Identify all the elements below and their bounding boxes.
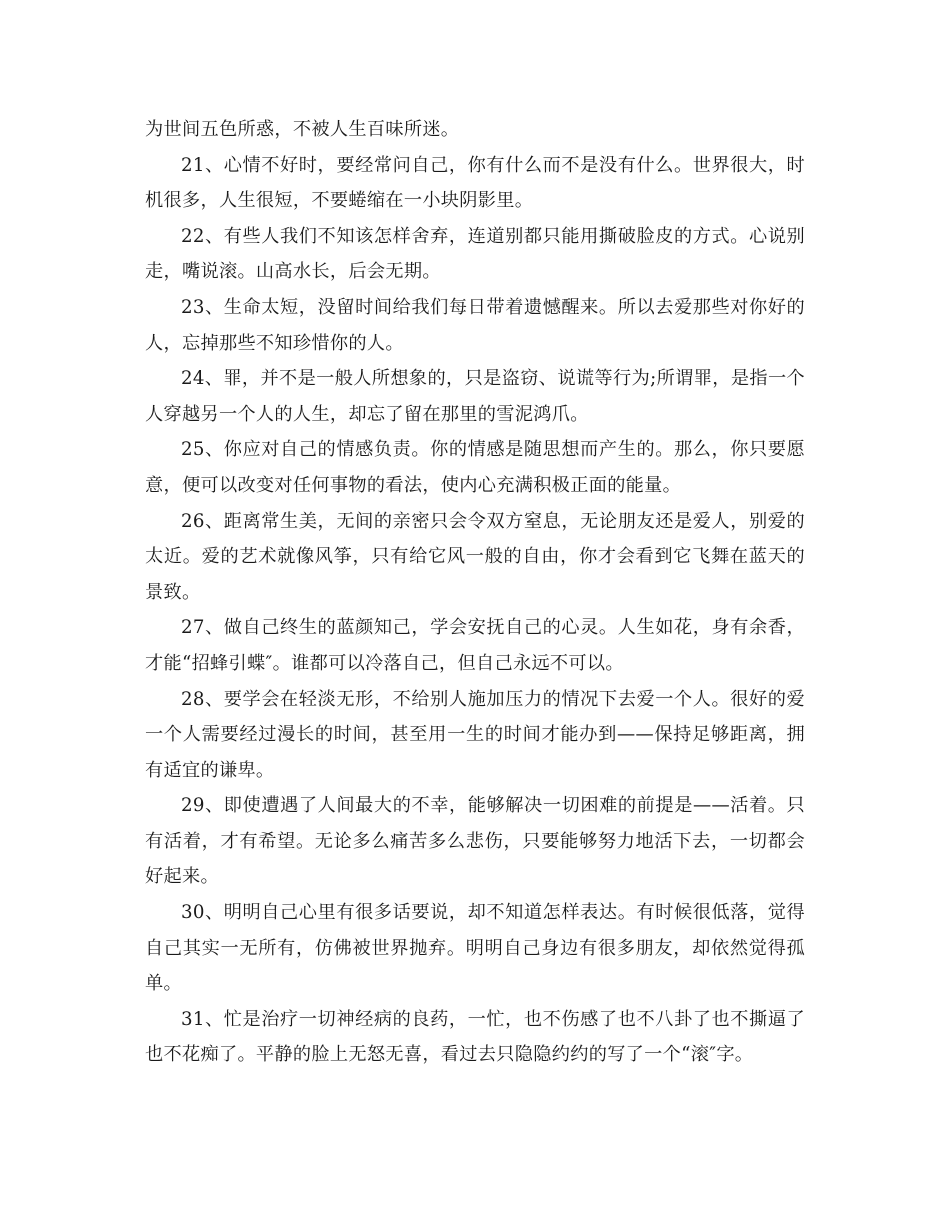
paragraph-30: 30、明明自己心里有很多话要说，却不知道怎样表达。有时候很低落，觉得自己其实一无所有，仿佛被世界抛弃。明明自己身边有很多朋友，却依然觉得孤单。 [145,902,805,995]
paragraph-23: 23、生命太短，没留时间给我们每日带着遗憾醒来。所以去爱那些对你好的人，忘掉那些不知珍惜你的人。 [145,296,805,354]
paragraph-24: 24、罪，并不是一般人所想象的，只是盗窃、说谎等行为;所谓罪，是指一个人穿越另一个人的人生，却忘了留在那里的雪泥鸿爪。 [145,368,805,425]
paragraph-22: 22、有些人我们不知该怎样舍弃，连道别都只能用撕破脸皮的方式。心说别走，嘴说滚。山高水长，后会无期。 [145,225,805,283]
paragraph-28: 28、要学会在轻淡无形，不给别人施加压力的情况下去爱一个人。很好的爱一个人需要经过漫长的时间，甚至用一生的时间才能办到——保持足够距离，拥有适宜的谦卑。 [145,688,805,781]
paragraph-continuation: 为世间五色所惑，不被人生百味所迷。 [145,119,460,140]
document-body [145,112,805,1073]
paragraph-26: 26、距离常生美，无间的亲密只会令双方窒息，无论朋友还是爱人，别爱的太近。爱的艺术就像风筝，只有给它风一般的自由，你才会看到它飞舞在蓝天的景致。 [145,510,805,603]
paragraph-21: 21、心情不好时，要经常问自己，你有什么而不是没有什么。世界很大，时机很多，人生很短，不要蜷缩在一小块阴影里。 [145,154,805,212]
paragraph-27: 27、做自己终生的蓝颜知己，学会安抚自己的心灵。人生如花，身有余香，才能“招蜂引蝶″。谁都可以冷落自己，但自己永远不可以。 [145,617,805,674]
paragraph-29: 29、即使遭遇了人间最大的不幸，能够解决一切困难的前提是——活着。只有活着，才有希望。无论多么痛苦多么悲伤，只要能够努力地活下去，一切都会好起来。 [145,795,805,888]
paragraph-31: 31、忙是治疗一切神经病的良药，一忙，也不伤感了也不八卦了也不撕逼了也不花痴了。平静的脸上无怒无喜，看过去只隐隐约约的写了一个“滚″字。 [145,1008,805,1066]
paragraph-25: 25、你应对自己的情感负责。你的情感是随思想而产生的。那么，你只要愿意，便可以改变对任何事物的看法，使内心充满积极正面的能量。 [145,439,805,496]
